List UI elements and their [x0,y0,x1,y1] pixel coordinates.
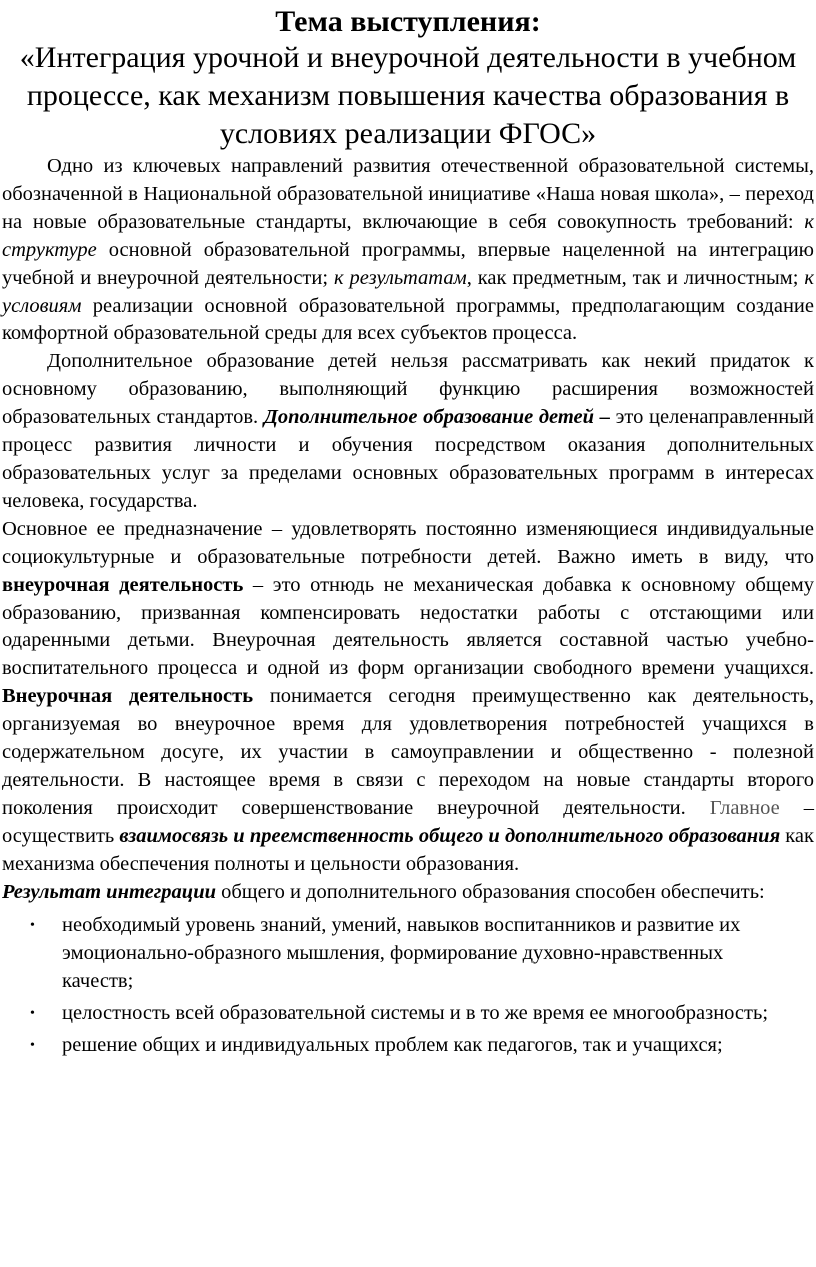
bullet-marker: • [30,918,35,934]
text-run: – осуществить [2,796,814,847]
text-run: , как предметным, так и личностным; [466,266,805,289]
list-item-text: необходимый уровень знаний, умений, навыков воспитанников и развитие их эмоционально-образного мышления, формирование духовно-нравственных качеств; [62,914,741,993]
document-title: Тема выступления: [275,5,541,38]
bullet-marker: • [30,1006,35,1022]
text-run: Одно из ключевых направлений развития отечественной образовательной системы, обозначенной в Национальной образовательной инициативе «Наша новая школа», – переход на новые образовательные стандарты, включающие в себя совокупность требований: [2,155,814,233]
term-extracurricular-1: внеурочная деятельность [2,573,244,596]
list-item [30,1000,814,1028]
text-run: это целенаправленный процесс развития личности и обучения посредством оказания дополнительных образовательных услуг за пределами основных образовательных программ в интересах человека, государства. [2,406,814,512]
list-item [30,912,814,996]
paragraph-extracurricular [2,516,814,879]
text-run: Дополнительное образование детей нельзя рассматривать как некий придаток к основному образованию, выполняющий функцию расширения возможностей образовательных стандартов. [2,350,814,429]
text-run: как механизма обеспечения полноты и цельности образования. [2,824,814,875]
document-subtitle: «Интеграция урочной и внеурочной деятельности в учебном процессе, как механизм повышения качества образования в условиях реализации ФГОС» [19,41,797,150]
paragraph-additional-education [2,348,814,515]
term-additional-education: Дополнительное образование детей – [263,406,610,429]
word-main: Главное [709,796,780,819]
title-block [2,4,814,153]
emphasis-conditions: к условиям [2,266,814,317]
text-run: – это отнюдь не механическая добавка к основному общему образованию, призванная компенсировать недостатки работы с отстающими или одаренными детьми. Внеурочная деятельность является составной частью учебно-воспитательного процесса и одной из форм организации свободного времени учащихся. [2,573,815,680]
text-run: общего и дополнительного образования способен обеспечить: [216,880,765,903]
list-item [30,1032,814,1060]
term-extracurricular-2: Внеурочная деятельность [2,685,254,708]
term-integration-result: Результат интеграции [2,880,216,903]
bullet-list [2,912,814,1060]
term-interconnection: взаимосвязь и преемственность общего и дополнительного образования [119,824,781,847]
text-run: понимается сегодня преимущественно как деятельность, организуемая во внеурочное время для удовлетворения потребностей учащихся в содержательном досуге, их участии в самоуправлении и общественно - полезной деятельности. В настоящее время в связи с переходом на новые стандарты второго поколения происходит совершенствование внеурочной деятельности. [2,685,814,819]
text-run: реализации основной образовательной программы, предполагающим создание комфортной образовательной среды для всех субъектов процесса. [2,294,814,345]
paragraph-standards [2,153,814,348]
paragraph-integration-result [2,879,814,907]
list-item-text: целостность всей образовательной системы и в то же время ее многообразность; [62,1002,769,1025]
text-run: основной образовательной программы, впервые нацеленной на интеграцию учебной и внеурочной деятельности; [2,238,814,289]
bullet-marker: • [30,1038,35,1054]
emphasis-structure: к структуре [2,210,814,261]
list-item-text: решение общих и индивидуальных проблем как педагогов, так и учащихся; [62,1034,723,1057]
text-run: Основное ее предназначение – удовлетворять постоянно изменяющиеся индивидуальные социокультурные и образовательные потребности детей. Важно иметь в виду, что [2,517,814,568]
emphasis-results: к результатам [333,266,467,289]
